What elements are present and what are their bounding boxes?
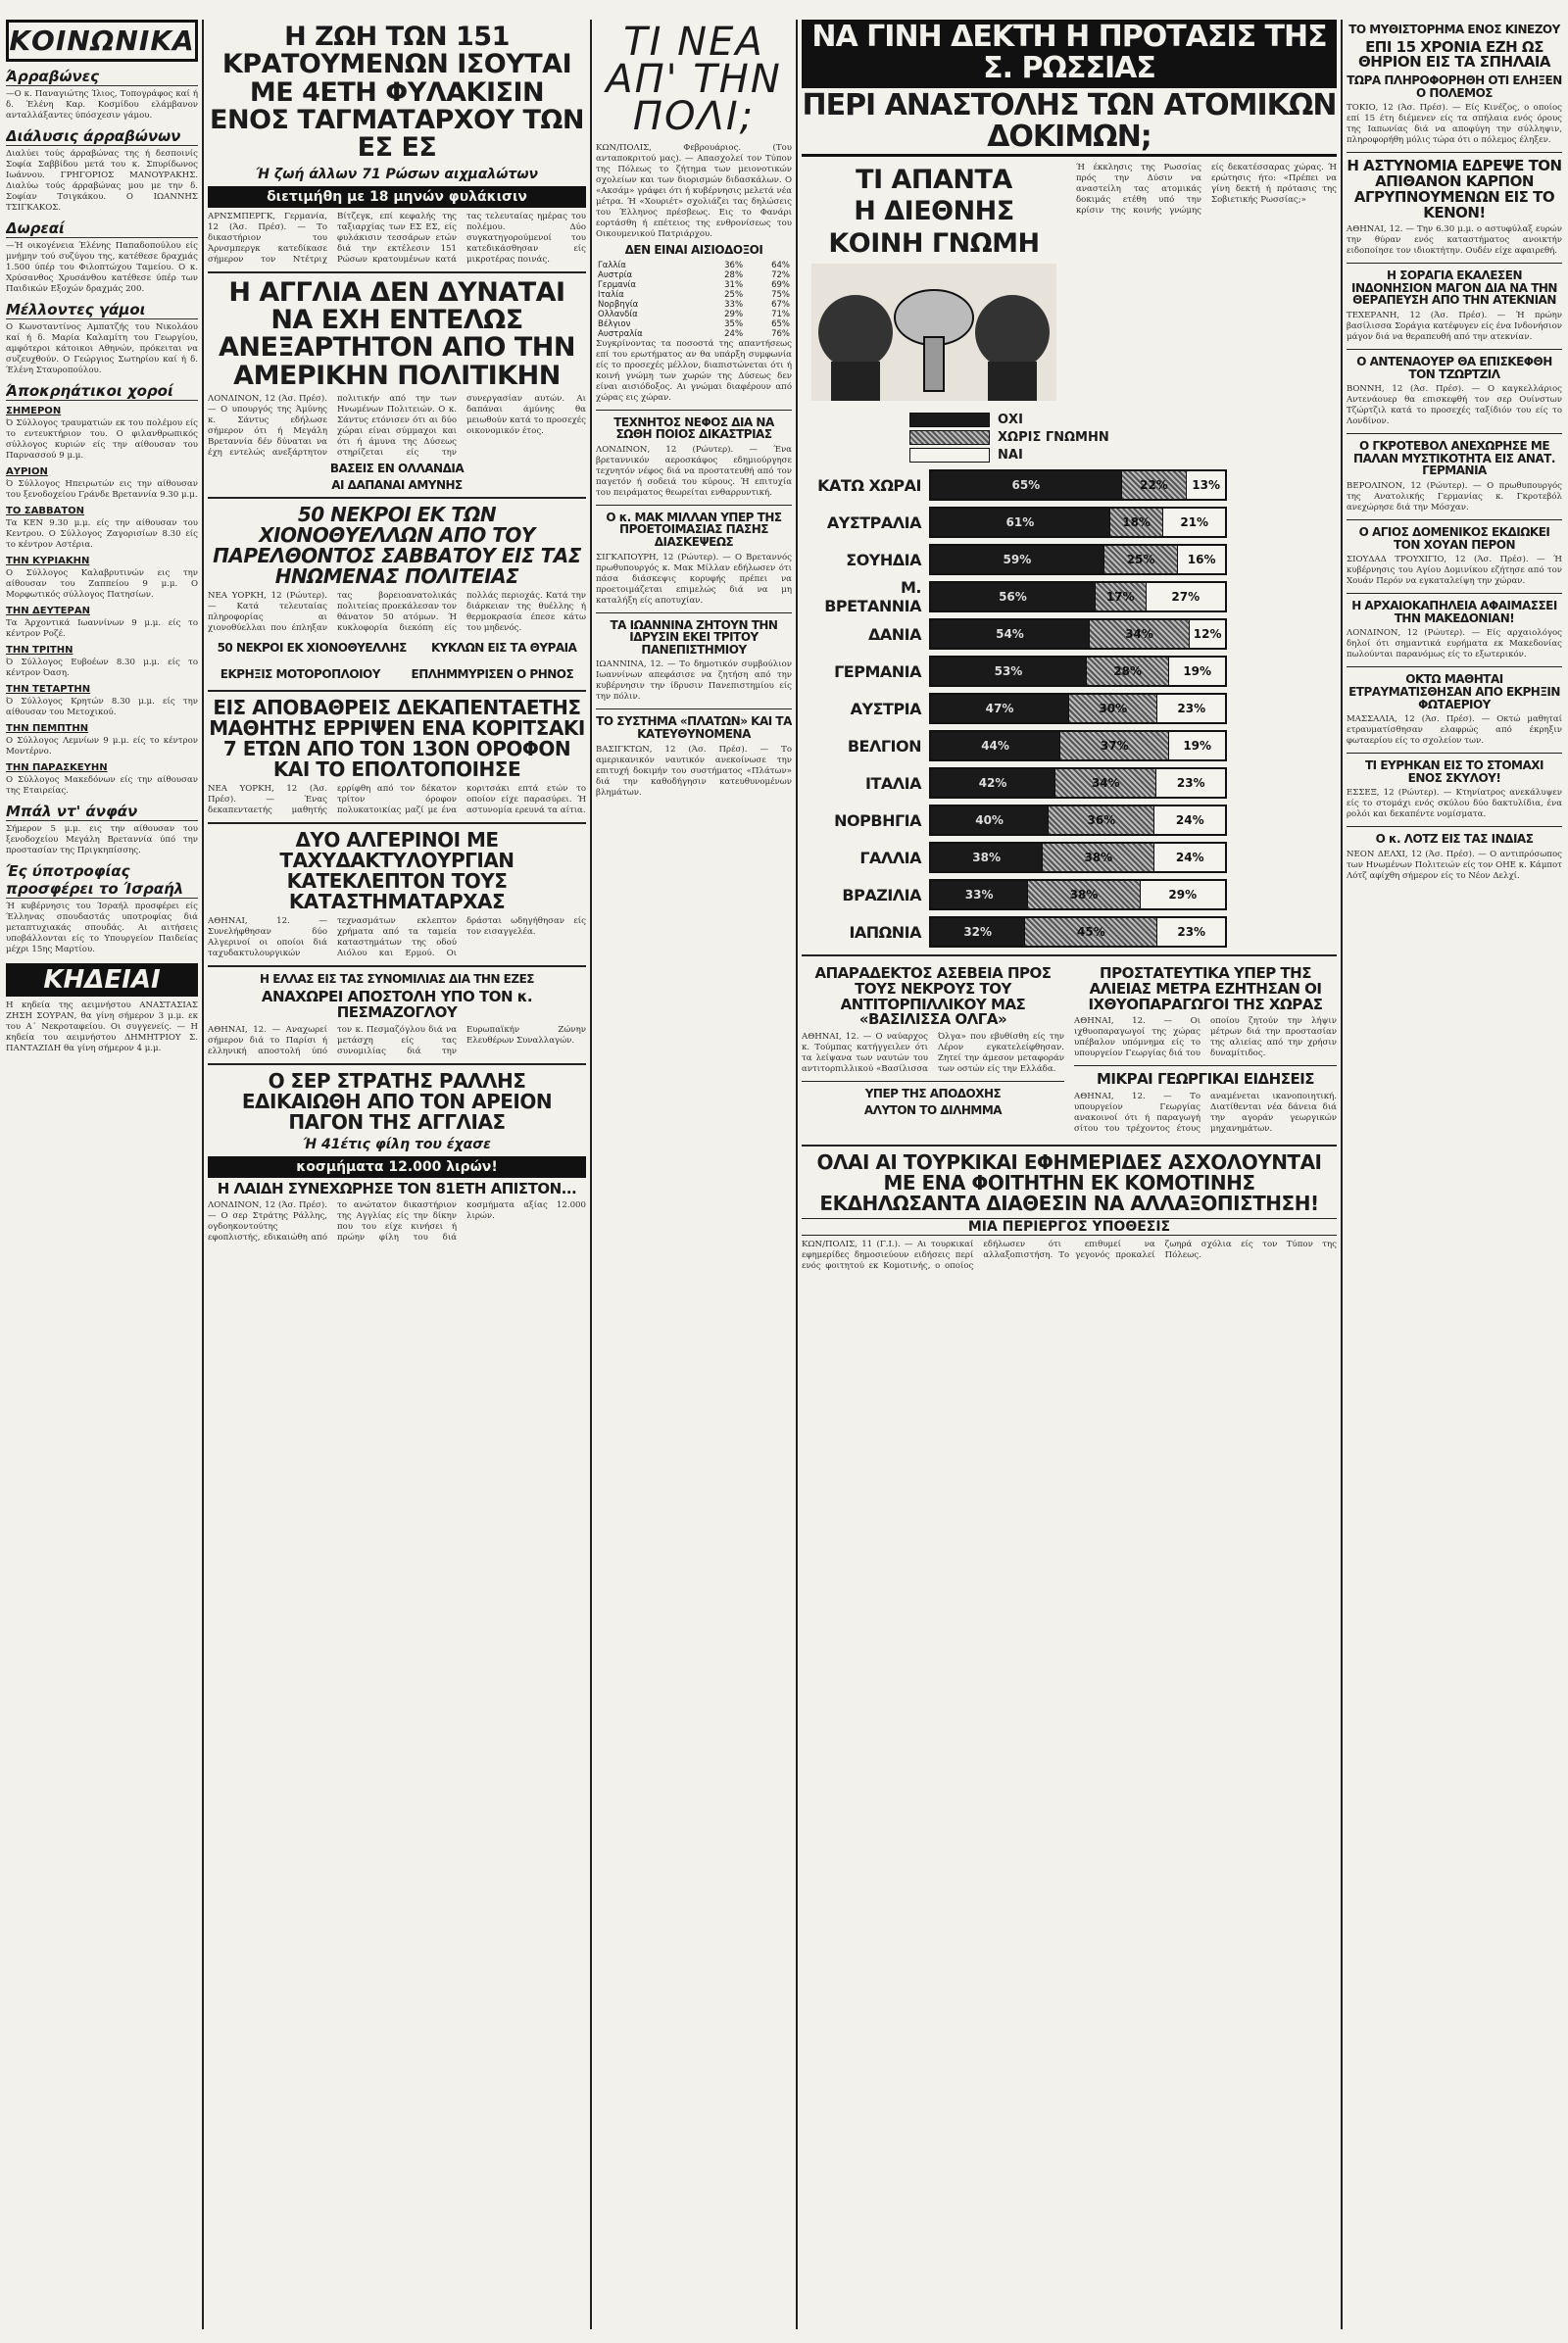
poll-table [596, 261, 792, 339]
chart-row [802, 804, 1337, 837]
lower-right [1074, 962, 1337, 1139]
chart-bar [929, 842, 1227, 873]
headline: ΤΑ ΙΩΑΝΝΙΝΑ ΖΗΤΟΥΝ ΤΗΝ ΙΔΡΥΣΙΝ ΕΚΕΙ ΤΡΙΤΟΥ ΠΑΝΕΠΙΣΤΗΜΙΟΥ [610, 617, 778, 657]
headline: ΤΟ ΣΥΣΤΗΜΑ «ΠΛΑΤΩΝ» ΚΑΙ ΤΑ ΚΑΤΕΥΘΥΝΟΜΕΝΑ [596, 714, 792, 741]
chart-bar [929, 805, 1227, 836]
article-rallis [208, 1068, 586, 1245]
bar-segment-no-opinion: 37% [1060, 732, 1169, 759]
bar-segment-yes: 29% [1141, 881, 1225, 908]
bar-segment-no: 47% [931, 695, 1069, 722]
bar-segment-yes: 23% [1157, 918, 1225, 946]
atomic-test-illustration [811, 264, 1056, 401]
bar-segment-no: 42% [931, 769, 1055, 797]
lead-headline-line-2: ΠΕΡΙ ΑΝΑΣΤΟΛΗΣ ΤΩΝ ΑΤΟΜΙΚΩΝ ΔΟΚΙΜΩΝ; [802, 88, 1337, 157]
childrens-ball-heading: Μπάλ ντ' άνφάν [6, 803, 198, 821]
brief-heading: ΚΥΚΛΩΝ ΕΙΣ ΤΑ ΘΥΡΑΙΑ [431, 641, 577, 656]
funerals-text: Η κηδεία της αειμνήστου ΑΝΑΣΤΑΣΙΑΣ ΖΗΣΗ ΣΟΥΡΑΝ, θα γίνη σήμερον 3 μ.μ. εκ του Α΄ Νεκροταφείου. Οι συγγενείς. — Η κηδεία του αειμνήστου ΔΗΜΗΤΡΙΟΥ Σ. ΠΑΝΤΑΖΙΔΗ θα γίνη σήμερον 4 μ.μ. [6, 1001, 198, 1053]
bar-segment-yes: 13% [1187, 471, 1225, 499]
poll-table-cell: 65% [771, 318, 790, 329]
poll-table-cell: 28% [724, 269, 744, 280]
lead-subhead-2: Η ΔΙΕΘΝΗΣ [854, 196, 1014, 227]
headline: Ο κ. ΜΑΚ ΜΙΛΛΑΝ ΥΠΕΡ ΤΗΣ ΠΡΟΕΤΟΙΜΑΣΙΑΣ ΠΑΣΗΣ ΔΙΑΣΚΕΨΕΩΣ [606, 510, 782, 549]
poll-table-cell: Γερμανία [598, 279, 636, 290]
carnival-days-list [6, 406, 198, 797]
article-student [208, 698, 586, 816]
bar-segment-yes: 16% [1178, 546, 1225, 573]
chart-bar [929, 879, 1227, 910]
divider [208, 822, 586, 824]
donations-heading: Δωρεαί [6, 220, 198, 238]
day-text: Τα Άρχοντικά Ιωαννίνων 9 μ.μ. είς το κέντρον Ροζέ. [6, 618, 198, 639]
chart-category-label: ΝΟΡΒΗΓΙΑ [834, 810, 921, 830]
bar-segment-yes: 24% [1154, 806, 1225, 834]
headline: ΑΝΑΧΩΡΕΙ ΑΠΟΣΤΟΛΗ ΥΠΟ ΤΟΝ κ. ΠΕΣΜΑΖΟΓΛΟΥ [261, 988, 533, 1021]
bar-segment-no-opinion: 36% [1049, 806, 1154, 834]
section-label: ΥΠΕΡ ΤΗΣ ΑΠΟΔΟΧΗΣ [864, 1087, 1002, 1101]
article-body: ΣΙΓΚΑΠΟΥΡΗ, 12 (Ρώυτερ). — Ο Βρεταννός πρωθυπουργός κ. Μακ Μίλλαν εδήλωσεν ότι πάσα διάσκεψις κορυφής πρέπει να προετοιμάζεται επιμελώς διά να μη καταλήξη είς αποτυχίαν. [596, 552, 792, 606]
news-column-3 [596, 20, 792, 2333]
divider [1347, 826, 1562, 827]
news-column-5 [1347, 20, 1562, 2333]
dissolution-text: Διαλύει τούς άρραβώνας της ή δεσποινίς Σοφία Σαββίδου μετά του κ. Σπυρίδωνος Ιωάννου. ΓΡΗΓΟΡΙΟΣ ΜΑΝΟΥΡΑΚΗΣ. Διαλύω τούς άρραβώνας μου με την δ. Σοφίαν Τσιγκάκου. Ο ΙΩΑΝΝΗΣ ΤΣΙΓΚΑΚΟΣ. [6, 149, 198, 213]
headline: ΠΡΟΣΤΑΤΕΥΤΙΚΑ ΥΠΕΡ ΤΗΣ ΑΛΙΕΙΑΣ ΜΕΤΡΑ ΕΖΗΤΗΣΑΝ ΟΙ ΙΧΘΥΟΠΑΡΑΓΩΓΟΙ ΤΗΣ ΧΩΡΑΣ [1088, 964, 1323, 1013]
article-body: ΑΘΗΝΑΙ, 12. — Συνελήφθησαν δύο Αλγερινοί οι οποίοι διά ταχυδακτυλουργικών τεχνασμάτων εκλεπτον χρήματα από τα ταμεία καταστημάτων της οδού Αιόλου και Ερμού. Οι δράσται ωδηγήθησαν είς τον εισαγγελέα. [208, 916, 586, 959]
divider [1347, 433, 1562, 434]
article-body: ΑΘΗΝΑΙ, 12. — Το υπουργείον Γεωργίας ανακοινοί ότι ή παραγωγή σίτου του τρέχοντος έτους αναμένεται ικανοποιητική. Διατίθενται νέα δάνεια διά την αγοράν γεωργικών μηχανημάτων. [1074, 1092, 1337, 1135]
headline: Η ΑΡΧΑΙΟΚΑΠΗΛΕΙΑ ΑΦΑΙΜΑΣΣΕΙ ΤΗΝ ΜΑΚΕΔΟΝΙΑΝ! [1351, 599, 1557, 625]
lower-lead-area [802, 962, 1337, 1139]
city-news-text: ΚΩΝ/ΠΟΛΙΣ, Φεβρουάριος. (Του ανταποκριτού μας). — Απασχολεί τον Τύπον της Πόλεως το ζήτημα των μειονοτικών σχολείων και των διορισμών διδασκάλων. Ο «Ακσάμ» γράφει ότι ή κυβέρνησις μελετά νέα μέτρα. Ή «Χουριέτ» σχολιάζει τας δηλώσεις του Έλληνος πρέσβεως. Εις το Φανάρι εορτάσθη ή επέτειος της ενθρονίσεως του Οικουμενικού Πατριάρχου. [596, 143, 792, 239]
news-column-2 [208, 20, 586, 2333]
bar-segment-no: 54% [931, 620, 1090, 648]
article-britain-policy [208, 276, 586, 492]
chart-category-label: ΑΥΣΤΡΑΛΙΑ [826, 513, 921, 532]
poll-table-cell: 69% [771, 279, 790, 290]
bar-segment-no-opinion: 28% [1087, 658, 1169, 685]
day-text: Ό Σύλλογος Ευβοέων 8.30 μ.μ. είς το κέντρον Όαση. [6, 658, 198, 678]
chart-row [802, 617, 1337, 651]
chart-category-label: ΙΤΑΛΙΑ [865, 773, 921, 793]
bar-segment-yes: 12% [1190, 620, 1225, 648]
lead-intro [802, 163, 1337, 407]
box-heading: ΒΑΣΕΙΣ ΕΝ ΟΛΛΑΝΔΙΑ [329, 462, 465, 476]
chart-bar [929, 544, 1227, 575]
column-rule [796, 20, 798, 2329]
bar-segment-no: 61% [931, 509, 1110, 536]
poll-table-cell: Ολλανδία [598, 309, 638, 319]
chart-category-label: ΔΑΝΙΑ [868, 624, 921, 644]
day-heading: ΤΟ ΣΑΒΒΑΤΟΝ [6, 506, 85, 516]
day-heading: ΤΗΝ ΚΥΡΙΑΚΗΝ [6, 556, 90, 566]
column-rule [590, 20, 592, 2329]
divider [802, 1145, 1337, 1147]
poll-table-cell: 29% [724, 309, 744, 319]
poll-table-cell: 36% [724, 260, 744, 270]
lead-headline-line-1: ΝΑ ΓΙΝΗ ΔΕΚΤΗ Η ΠΡΟΤΑΣΙΣ ΤΗΣ Σ. ΡΩΣΣΙΑΣ [802, 20, 1337, 88]
turkish-press-headline: ΟΛΑΙ ΑΙ ΤΟΥΡΚΙΚΑΙ ΕΦΗΜΕΡΙΔΕΣ ΑΣΧΟΛΟΥΝΤΑΙ ΜΕ ΕΝΑ ΦΟΙΤΗΤΗΝ ΕΚ ΚΟΜΟΤΙΝΗΣ ΕΚΔΗΛΩΣΑΝΤΑ ΔΙΑΘΕΣΙΝ ΝΑ ΑΛΛΑΞΟΠΙΣΤΗΣΗ! [816, 1150, 1322, 1216]
headline: ΑΠΑΡΑΔΕΚΤΟΣ ΑΣΕΒΕΙΑ ΠΡΟΣ ΤΟΥΣ ΝΕΚΡΟΥΣ ΤΟΥ ΑΝΤΙΤΟΡΠΙΛΛΙΚΟΥ ΜΑΣ «ΒΑΣΙΛΙΣΣΑ ΟΛΓΑ» [814, 964, 1052, 1029]
headline: 50 ΝΕΚΡΟΙ ΕΚ ΤΩΝ ΧΙΟΝΟΘΥΕΛΛΩΝ ΑΠΟ ΤΟΥ ΠΑΡΕΛΘΟΝΤΟΣ ΣΑΒΒΑΤΟΥ ΕΙΣ ΤΑΣ ΗΝΩΜΕΝΑΣ ΠΟΛΙΤΕΙΑΣ [213, 503, 581, 589]
chart-row [802, 915, 1337, 949]
poll-table-row [596, 300, 792, 310]
divider [596, 612, 792, 613]
legend-item-no-opinion [909, 430, 1337, 445]
article-body: ΝΕΑ ΥΟΡΚΗ, 12 (Ρώυτερ). — Κατά τελευταίας πληροφορίας αι χιονοθύελλαι που έπληξαν τας βορειοανατολικάς πολιτείας προεκάλεσαν τον θάνατον 50 ατόμων. Ή κυκλοφορία διεκόπη είς πολλάς περιοχάς. Κατά την διάρκειαν της θυέλλης ή θερμοκρασία έπεσε κάτω του μηδενός. [208, 591, 586, 634]
bar-segment-yes: 19% [1169, 658, 1225, 685]
article-body: ΝΕΟΝ ΔΕΛΧΙ, 12 (Άσ. Πρέσ). — Ο αντιπρόσωπος των Ηνωμένων Πολιτειών είς τον ΟΗΕ κ. Κάμποτ Λότζ αφίχθη σήμερον είς το Νέον Δελχί. [1347, 849, 1562, 881]
day-block [6, 723, 198, 757]
bar-segment-no-opinion: 45% [1025, 918, 1157, 946]
headline: Ο ΑΝΤΕΝΑΟΥΕΡ ΘΑ ΕΠΙΣΚΕΦΘΗ ΤΟΝ ΤΖΩΡΤΖΙΛ [1356, 355, 1552, 381]
day-block [6, 556, 198, 601]
day-heading: ΤΗΝ ΠΑΡΑΣΚΕΥΗΝ [6, 762, 108, 773]
society-column [6, 20, 198, 2333]
article-body: ΒΕΡΟΛΙΝΟΝ, 12 (Ρώυτερ). — Ο πρωθυπουργός της Ανατολικής Γερμανίας κ. Γκροτεβόλ ανεχώρησε διά την Μόσχαν. [1347, 481, 1562, 513]
article-body: ΛΟΝΔΙΝΟΝ, 12 (Άσ. Πρέσ). — Ο υπουργός της Άμύνης κ. Σάντυς εδήλωσε σήμερον ότι ή Μεγάλη Βρεταννία δέν δύναται να έχη εντελώς ανεξάρτητον πολιτικήν από την των Ηνωμένων Πολιτειών. Ο κ. Σάντυς ετόνισεν ότι αι δύο χώραι είναι σύμμαχοι και ότι ή άμυνα της Δύσεως στηρίζεται είς την συνεργασίαν αυτών. Αι δαπάναι άμύνης θα μειωθούν κατά το προσεχές οικονομικόν έτος. [208, 394, 586, 459]
brief-heading: 50 ΝΕΚΡΟΙ ΕΚ ΧΙΟΝΟΘΥΕΛΛΗΣ [217, 641, 407, 656]
bar-segment-no-opinion: 30% [1069, 695, 1157, 722]
article-body: ΣΙΟΥΔΑΔ ΤΡΟΥΧΙΓΙΟ, 12 (Άσ. Πρέσ). — Ή κυβέρνησις του Αγίου Δομινίκου εζήτησε από τον Χουάν Περόν να εγκαταλείψη την χώραν. [1347, 555, 1562, 587]
bar-segment-no-opinion: 25% [1104, 546, 1179, 573]
israel-scholarships-heading: Ές ύποτροφίας προσφέρει το Ίσραήλ [6, 862, 198, 899]
poll-table-row [596, 319, 792, 329]
legend-swatch [909, 430, 990, 445]
bar-segment-no: 32% [931, 918, 1025, 946]
day-text: Ο Σύλλογος Μακεδόνων είς την αίθουσαν της Εταιρείας. [6, 775, 198, 796]
lead-intro-left [802, 163, 1066, 407]
divider [1074, 1065, 1337, 1066]
chart-bar [929, 618, 1227, 650]
article-body: ΑΘΗΝΑΙ, 12. — Την 6.30 μ.μ. ο αστυφύλαξ ευρών την θύραν ενός καταστήματος ανοικτήν ειδοποίησε τον ιδιοκτήτην. Ουδέν είχε αφαιρεθή. [1347, 224, 1562, 257]
poll-table-cell: 75% [771, 289, 790, 300]
divider [208, 271, 586, 273]
lead-subhead-1: ΤΙ ΑΠΑΝΤΑ [856, 165, 1012, 195]
bar-segment-no-opinion: 38% [1043, 844, 1154, 871]
chart-category-label: ΑΥΣΤΡΙΑ [850, 699, 921, 718]
divider [208, 690, 586, 692]
bar-segment-no: 53% [931, 658, 1087, 685]
article-body: ΜΑΣΣΑΛΙΑ, 12 (Άσ. Πρέσ). — Οκτώ μαθηταί ετραυματίσθησαν ελαφρώς από έκρηξιν φωταερίου είς το σχολείον των. [1347, 714, 1562, 747]
chart-bar [929, 693, 1227, 724]
poll-table-cell: Ιταλία [598, 289, 624, 300]
chart-category-label: Μ. ΒΡΕΤΑΝΝΙΑ [824, 578, 921, 616]
brief-heading: ΕΠΛΗΜΜΥΡΙΣΕΝ Ο ΡΗΝΟΣ [411, 666, 574, 681]
lead-subhead-3: ΚΟΙΝΗ ΓΝΩΜΗ [828, 227, 1040, 259]
chart-row [802, 506, 1337, 539]
subheadline: ΕΠΙ 15 ΧΡΟΝΙΑ ΕΖΗ ΩΣ ΘΗΡΙΟΝ ΕΙΣ ΤΑ ΣΠΗΛΑΙΑ [1357, 37, 1551, 72]
day-heading: ΤΗΝ ΤΕΤΑΡΤΗΝ [6, 684, 91, 695]
day-block [6, 466, 198, 501]
carnival-dances-heading: Άποκρηάτικοι χοροί [6, 382, 198, 401]
legend-label: ΟΧΙ [998, 413, 1023, 428]
chart-row [802, 766, 1337, 800]
day-block [6, 406, 198, 462]
headline: Ο ΓΚΡΟΤΕΒΟΛ ΑΝΕΧΩΡΗΣΕ ΜΕ ΠΑΛΑΝ ΜΥΣΤΙΚΟΤΗΤΑ ΕΙΣ ΑΝΑΤ. ΓΕΡΜΑΝΙΑ [1353, 439, 1555, 478]
dissolution-heading: Διάλυσις άρραβώνων [6, 127, 198, 146]
chart-category-label: ΚΑΤΩ ΧΩΡΑΙ [817, 475, 921, 495]
divider [208, 497, 586, 499]
weddings-heading: Μέλλοντες γάμοι [6, 301, 198, 319]
column-rule [1341, 20, 1343, 2329]
article-body: ΑΡΝΣΜΠΕΡΓΚ, Γερμανία, 12 (Άσ. Πρέσ). — Το δικαστήριον του Άρνσμπεργκ κατεδίκασε σήμερον τον Ντέτριχ Βίτζεγκ, επί κεφαλής της ταξιαρχίας των ΕΣ ΕΣ, είς φυλάκισιν τεσσάρων ετών διά την εκτέλεσιν 151 Ρώσων κρατουμένων κατά τας τελευταίας ημέρας του πολέμου. Δύο συγκατηγορούμενοί του κατεδικάσθησαν είς μικροτέρας ποινάς. [208, 211, 586, 265]
poll-table-cell: Νορβηγία [598, 299, 639, 310]
poll-table-row [596, 270, 792, 280]
poll-table-row [596, 329, 792, 339]
poll-table-cell: Αυστραλία [598, 328, 643, 339]
city-news-kicker: ΤΙ ΝΕΑ ΑΠ' ΤΗΝ ΠΟΛΙ; [606, 20, 782, 139]
divider [596, 708, 792, 709]
day-text: Ό Σύλλογος Ηπειρωτών εις την αίθουσαν του ξενοδοχείου Γράνδε Βρεταννία 9.30 μ.μ. [6, 479, 198, 500]
divider [1347, 519, 1562, 520]
bar-segment-no: 38% [931, 844, 1043, 871]
day-heading: ΑΥΡΙΟΝ [6, 466, 48, 477]
poll-table-cell: 64% [771, 260, 790, 270]
article-body: ΒΑΣΙΓΚΤΩΝ, 12 (Άσ. Πρέσ). — Το αμερικανικόν ναυτικόν ανεκοίνωσε την επιτυχή δοκιμήν του συστήματος «Πλάτων» διά την καθοδήγησιν κατευθυνομένων βλημάτων. [596, 744, 792, 798]
poll-chart [802, 413, 1337, 949]
chart-bar [929, 469, 1227, 501]
headline: ΟΚΤΩ ΜΑΘΗΤΑΙ ΕΤΡΑΥΜΑΤΙΣΘΗΣΑΝ ΑΠΟ ΕΚΡΗΞΙΝ ΦΩΤΑΕΡΙΟΥ [1348, 672, 1560, 711]
day-heading: ΣΗΜΕΡΟΝ [6, 406, 62, 416]
subheadline: Ή ζωή άλλων 71 Ρώσων αιχμαλώτων [255, 166, 539, 182]
article-151-detainees [208, 24, 586, 266]
headline: Η ΖΩΗ ΤΩΝ 151 ΚΡΑΤΟΥΜΕΝΩΝ ΙΣΟΥΤΑΙ ΜΕ 4ΕΤΗ ΦΥΛΑΚΙΣΙΝ ΕΝΟΣ ΤΑΓΜΑΤΑΡΧΟΥ ΤΩΝ ΕΣ ΕΣ [210, 22, 584, 164]
poll-table-row [596, 261, 792, 270]
article-body: ΑΘΗΝΑΙ, 12. — Οι ιχθυοπαραγωγοί της χώρας υπέβαλον υπόμνημα είς το υπουργείον Γεωργίας διά του οποίου ζητούν την λήψιν μέτρων διά την προστασίαν της αλιείας από την χρήσιν δυναμίτιδος. [1074, 1016, 1337, 1059]
lead-headline [802, 20, 1337, 157]
article-body: ΒΟΝΝΗ, 12 (Άσ. Πρέσ). — Ο καγκελλάριος Αντενάουερ θα επισκεφθή τον σερ Ουίνστων Τζώρτζιλ κατά το προσεχές ταξίδιόν του είς το Λονδίνον. [1347, 384, 1562, 427]
bar-segment-yes: 23% [1156, 769, 1225, 797]
chart-category-label: ΓΑΛΛΙΑ [859, 848, 921, 867]
bar-segment-no: 59% [931, 546, 1104, 573]
article-efta [208, 973, 586, 1056]
headline: Ο ΑΓΙΟΣ ΔΟΜΕΝΙΚΟΣ ΕΚΔΙΩΚΕΙ ΤΟΝ ΧΟΥΑΝ ΠΕΡΟΝ [1358, 525, 1550, 552]
poll-table-cell: 67% [771, 299, 790, 310]
bar-segment-no-opinion: 34% [1055, 769, 1156, 797]
day-heading: ΤΗΝ ΠΕΜΠΤΗΝ [6, 723, 89, 734]
kicker: Η ΕΛΛΑΣ ΕΙΣ ΤΑΣ ΣΥΝΟΜΙΛΙΑΣ ΔΙΑ ΤΗΝ ΕΖΕΣ [260, 972, 534, 987]
subheadline: ΤΩΡΑ ΠΛΗΡΟΦΟΡΗΘΗ ΟΤΙ ΕΛΗΞΕΝ Ο ΠΟΛΕΜΟΣ [1347, 73, 1562, 100]
israel-scholarships-text: Ή κυβέρνησις του Ίσραήλ προσφέρει είς Έλληνας σπουδαστάς υποτροφίας διά μεταπτυχιακάς σπουδάς. Αι αιτήσεις υποβάλλονται είς το Υπουργείον Παιδείας μέχρι 15ης Μαρτίου. [6, 902, 198, 954]
day-block [6, 645, 198, 679]
bar-segment-no: 33% [931, 881, 1028, 908]
day-block [6, 684, 198, 718]
divider [208, 965, 586, 967]
lower-left [802, 962, 1064, 1139]
article-body: ΕΣΣΕΞ, 12 (Ρώυτερ). — Κτηνίατρος ανεκάλυψεν είς το στομάχι ενός σκύλου δύο δακτυλίδια, ένα ρολόι και δεκαπέντε νομίσματα. [1347, 788, 1562, 820]
poll-table-cell: 25% [724, 289, 744, 300]
bar-segment-no-opinion: 22% [1122, 471, 1188, 499]
chart-rows [802, 468, 1337, 949]
column-rule [202, 20, 204, 2329]
day-text: Ό Σύλλογος τραυματιών εκ του πολέμου είς το εντευκτήριον του. Ο φιλανθρωπικός σύλλογος κυριών είς την αίθουσαν του Παρνασσού 9 μ.μ. [6, 418, 198, 461]
bar-segment-no: 44% [931, 732, 1060, 759]
chart-row [802, 878, 1337, 911]
chart-row [802, 729, 1337, 762]
headline: ΤΟ ΜΥΘΙΣΤΟΡΗΜΑ ΕΝΟΣ ΚΙΝΕΖΟΥ [1348, 23, 1560, 36]
bar-segment-no-opinion: 38% [1028, 881, 1140, 908]
headline: ΤΙ ΕΥΡΗΚΑΝ ΕΙΣ ΤΟ ΣΤΟΜΑΧΙ ΕΝΟΣ ΣΚΥΛΟΥ! [1365, 758, 1544, 785]
headline: Ο ΣΕΡ ΣΤΡΑΤΗΣ ΡΑΛΛΗΣ ΕΔΙΚΑΙΩΘΗ ΑΠΟ ΤΟΝ ΑΡΕΙΟΝ ΠΑΓΟΝ ΤΗΣ ΑΓΓΛΙΑΣ [241, 1068, 553, 1134]
poll-text: Συγκρίνοντας τα ποσοστά της απαντήσεως επί του ερωτήματος αν θα υπάρξη συμφωνία είς το προσεχές μέλλον, διαπιστώνεται ότι ή κοινή γνώμη των χωρών της Δύσεως δεν είναι αισιόδοξος. Αι γνώμαι διαφέρουν από χώρας εις χώραν. [596, 338, 792, 403]
chart-row [802, 841, 1337, 874]
article-body: ΛΟΝΔΙΝΟΝ, 12 (Ρώυτερ). — Είς αρχαιολόγος δηλοί ότι σημαντικά ευρήματα εκ Μακεδονίας πωλούνται παρανόμως είς το εξωτερικόν. [1347, 628, 1562, 660]
poll-table-cell: Γαλλία [598, 260, 626, 270]
subheadline: Ή 41έτις φίλη του έχασε [303, 1136, 491, 1152]
legend-label: ΧΩΡΙΣ ΓΝΩΜΗΝ [998, 430, 1109, 446]
box-heading: ΑΙ ΔΑΠΑΝΑΙ ΑΜΥΝΗΣ [331, 477, 463, 492]
poll-table-row [596, 310, 792, 319]
headline: Ο κ. ΛΟΤΖ ΕΙΣ ΤΑΣ ΙΝΔΙΑΣ [1375, 832, 1534, 847]
headline: Η ΑΣΤΥΝΟΜΙΑ ΕΔΡΕΨΕ ΤΟΝ ΑΠΙΘΑΝΟΝ ΚΑΡΠΟΝ ΑΓΡΥΠΝΟΥΜΕΝΩΝ ΕΙΣ ΤΟ ΚΕΝΟΝ! [1347, 157, 1562, 221]
divider [1347, 349, 1562, 350]
day-block [6, 762, 198, 797]
funerals-masthead: ΚΗΔΕΙΑΙ [6, 963, 198, 997]
headline: ΔΥΟ ΑΛΓΕΡΙΝΟΙ ΜΕ ΤΑΧΥΔΑΚΤΥΛΟΥΡΓΙΑΝ ΚΑΤΕΚΛΕΠΤΟΝ ΤΟΥΣ ΚΑΤΑΣΤΗΜΑΤΑΡΧΑΣ [279, 828, 514, 914]
headline: ΕΙΣ ΑΠΟΒΑΘΡΕΙΣ ΔΕΚΑΠΕΝΤΑΕΤΗΣ ΜΑΘΗΤΗΣ ΕΡΡΙΨΕΝ ΕΝΑ ΚΟΡΙΤΣΑΚΙ 7 ΕΤΩΝ ΑΠΟ ΤΟΝ 13ΟΝ ΟΡΟΦΟΝ ΚΑΙ ΤΟ ΕΠΟΛΤΟΠΟΙΗΣΕ [209, 696, 585, 782]
subheadline-reversed: κοσμήματα 12.000 λιρών! [208, 1156, 586, 1178]
poll-table-cell: Βέλγιον [598, 318, 631, 329]
article-body: ΛΟΝΔΙΝΟΝ, 12 (Άσ. Πρέσ). — Ο σερ Στράτης Ράλλης, ογδοηκοντούτης εφοπλιστής, εδικαιώθη από το ανώτατον δικαστήριον της Αγγλίας είς την δίκην που του είχε κινήσει ή πρώην φίλη του διά κοσμήματα αξίας 12.000 λιρών. [208, 1200, 586, 1244]
poll-table-cell: 71% [771, 309, 790, 319]
chart-category-label: ΒΡΑΖΙΛΙΑ [842, 885, 921, 904]
divider [1347, 152, 1562, 153]
legend-item-yes [909, 448, 1337, 463]
day-text: Ο Σύλλογος Λεμνίων 9 μ.μ. είς το κέντρον Μοντέρνο. [6, 736, 198, 757]
lead-story-column [802, 20, 1337, 2333]
bar-segment-yes: 27% [1147, 583, 1225, 610]
day-text: Ό Σύλλογος Κρητών 8.30 μ.μ. είς την αίθουσαν του Μετοχικού. [6, 697, 198, 717]
article-body: ΛΟΝΔΙΝΟΝ, 12 (Ρώυτερ). — Ένα βρεταννικόν αεροσκάφος εδημιούργησε τεχνητόν νέφος διά να προστατευθή από τον παγετόν ή σοδειά του κύρους. Ή επιτυχία του πειράματος θεωρείται ενθαρρυντική. [596, 444, 792, 498]
poll-table-cell: 31% [724, 279, 744, 290]
childrens-ball-text: Σήμερον 5 μ.μ. εις την αίθουσαν του ξενοδοχείου Μεγάλη Βρεταννία ύπό την προστασίαν της Πριγκηπίσσης. [6, 824, 198, 855]
engagements-text: —Ο κ. Παναγιώτης Ίλιος, Τοπογράφος καί ή δ. Έλένη Καρ. Κοσμίδου ελάμβανον ανταλλάξαντες ύπόσχεσιν γάμου. [6, 89, 198, 121]
divider [1347, 753, 1562, 754]
divider [1347, 666, 1562, 667]
legend-item-no [909, 413, 1337, 427]
divider [802, 954, 1337, 956]
headline: Η ΣΟΡΑΓΙΑ ΕΚΑΛΕΣΕΝ ΙΝΔΟΝΗΣΙΟΝ ΜΑΓΟΝ ΔΙΑ ΝΑ ΤΗΝ ΘΕΡΑΠΕΥΣΗ ΑΠΟ ΤΗΝ ΑΤΕΚΝΙΑΝ [1351, 268, 1557, 308]
chart-row [802, 578, 1337, 616]
article-body: ΙΩΑΝΝΙΝΑ, 12. — Το δημοτικόν συμβούλιον Ιωαννίνων απεφάσισε να ζητήση από την κυβέρνησιν την ίδρυσιν Πανεπιστημίου είς την πόλιν. [596, 659, 792, 703]
article-algerians [208, 830, 586, 959]
chart-legend [909, 413, 1337, 463]
divider [596, 505, 792, 506]
poll-table-cell: Αυστρία [598, 269, 633, 280]
chart-bar [929, 581, 1227, 612]
divider [596, 410, 792, 411]
bar-segment-no-opinion: 17% [1096, 583, 1147, 610]
brief-heading: ΕΚΡΗΞΙΣ ΜΟΤΟΡΟΠΛΟΙΟΥ [220, 666, 380, 681]
chart-category-label: ΓΕΡΜΑΝΙΑ [834, 661, 921, 681]
lead-intro-text: Ή έκκλησις της Ρωσσίας πρός την Δύσιν να αναστείλη τας ατομικάς δοκιμάς ετέθη υπό την κρίσιν της κοινής γνώμης είς δεκατέσσαρας χώρας. Ή ερώτησις ήτο: «Πρέπει να γίνη δεκτή ή πρότασις της Σοβιετικής Ρωσσίας;» [1076, 163, 1337, 216]
day-block [6, 506, 198, 551]
bar-segment-yes: 24% [1154, 844, 1225, 871]
divider [1347, 593, 1562, 594]
chart-row [802, 692, 1337, 725]
chart-bar [929, 507, 1227, 538]
article-body: ΤΕΧΕΡΑΝΗ, 12 (Άσ. Πρέσ). — Ή πρώην βασίλισσα Σοράγια κατέφυγεν είς ένα Ινδονήσιον μάγον διά να θεραπευθή από την ατεκνίαν. [1347, 311, 1562, 343]
poll-table-cell: 35% [724, 318, 744, 329]
headline: ΤΕΧΝΗΤΟΣ ΝΕΦΟΣ ΔΙΑ ΝΑ ΣΩΘΗ ΠΟΙΟΣ ΔΙΚΑΣΤΡΙΑΣ [613, 415, 774, 442]
donations-text: —Ή οικογένεια Έλένης Παπαδοπούλου είς μνήμην τού συζύγου της, κατέθεσε δραχμάς 1.500 ύπέρ του Φιλοπτώχου Ταμείου. Ο κ. Χρύσανθος Χρυσάνθου κατέθεσε ύπέρ των Παιδικών Εξοχών δραχμάς 200. [6, 241, 198, 294]
poll-table-heading: ΔΕΝ ΕΙΝΑΙ ΑΙΣΙΟΔΟΞΟΙ [624, 243, 763, 257]
weddings-text: Ο Κωνσταντίνος Αμπατζής του Νικολάου καί ή δ. Μαρία Καλαμίτη του Γεωργίου, αμφότεροι κάτοικοι Αθηνών, πρόκειται να συζευχθούν. Ο Γεώργιος Σωτηρίου καί ή δ. Έλένη Σταυροπούλου. [6, 322, 198, 375]
day-text: Τα ΚΕΝ 9.30 μ.μ. είς την αίθουσαν του Κεντρου. Ο Σύλλογος Ζαγορισίων 8.30 είς το κέντρον Αστέρια. [6, 518, 198, 550]
brief-headings [208, 638, 586, 684]
chart-bar [929, 767, 1227, 799]
divider [1347, 263, 1562, 264]
legend-swatch [909, 448, 990, 463]
poll-table-cell: 76% [771, 328, 790, 339]
subheadline: Η ΛΑΙΔΗ ΣΥΝΕΧΩΡΗΣΕ ΤΟΝ 81ΕΤΗ ΑΠΙΣΤΟΝ... [217, 1179, 577, 1197]
turkish-press-body: ΚΩΝ/ΠΟΛΙΣ, 11 (Γ.Ι.). — Αι τουρκικαί εφημερίδες δημοσιεύουν ειδήσεις περί ενός φοιτητού εκ Κομοτινής, ο οποίος εδήλωσεν ότι επιθυμεί να αλλαξοπιστήση. Το γεγονός προκαλεί ζωηρά σχόλια είς τον Τύπον της Πόλεως. [802, 1240, 1337, 1272]
chart-category-label: ΙΑΠΩΝΙΑ [849, 922, 921, 942]
chart-row [802, 468, 1337, 502]
legend-swatch [909, 413, 990, 427]
chart-bar [929, 916, 1227, 948]
article-body: ΑΘΗΝΑΙ, 12. — Ο ναύαρχος κ. Τούμπας κατήγγειλεν ότι τα λείψανα των ναυτών του αντιτορπιλλικού «Βασίλισσα Όλγα» που εβυθίσθη είς την Λέρον εγκατελείφθησαν. Ζητεί την άμεσον μεταφοράν των οστών είς την Ελλάδα. [802, 1032, 1064, 1075]
article-snowstorms [208, 505, 586, 684]
day-heading: ΤΗΝ ΔΕΥΤΕΡΑΝ [6, 606, 90, 616]
legend-label: ΝΑΙ [998, 448, 1023, 464]
bar-segment-no-opinion: 18% [1110, 509, 1164, 536]
subheadline-reversed: διετιμήθη με 18 μηνών φυλάκισιν [208, 186, 586, 208]
chart-row [802, 655, 1337, 688]
bar-segment-yes: 23% [1157, 695, 1225, 722]
day-block [6, 606, 198, 640]
bar-segment-yes: 19% [1169, 732, 1225, 759]
day-heading: ΤΗΝ ΤΡΙΤΗΝ [6, 645, 74, 656]
chart-category-label: ΒΕΛΓΙΟΝ [847, 736, 921, 756]
headline: ΜΙΚΡΑΙ ΓΕΩΡΓΙΚΑΙ ΕΙΔΗΣΕΙΣ [1096, 1070, 1315, 1089]
article-body: ΝΕΑ ΥΟΡΚΗ, 12 (Άσ. Πρέσ). — Ένας δεκαπενταετής μαθητής ερρίφθη από τον δέκατον τρίτον όροφον πολυκατοικίας μαζί με ένα κοριτσάκι επτά ετών το οποίον είχε παρασύρει. Ή αστυνομία ερευνά τα αίτια. [208, 784, 586, 816]
article-body: ΑΘΗΝΑΙ, 12. — Αναχωρεί σήμερον διά το Παρίσι ή ελληνική αποστολή ύπό τον κ. Πεσμαζόγλου διά να μετάσχη είς τας συνομιλίας διά την Ευρωπαϊκήν Ζώνην Ελευθέρων Συναλλαγών. [208, 1024, 586, 1056]
chart-category-label: ΣΟΥΗΔΙΑ [846, 550, 921, 569]
bar-segment-yes: 21% [1163, 509, 1225, 536]
divider [802, 1081, 1064, 1082]
chart-bar [929, 730, 1227, 761]
engagements-heading: Άρραβώνες [6, 68, 198, 86]
section-label: ΑΛΥΤΟΝ ΤΟ ΔΙΛΗΜΜΑ [863, 1102, 1003, 1117]
poll-table-cell: 24% [724, 328, 744, 339]
turkish-press-subhead: ΜΙΑ ΠΕΡΙΕΡΓΟΣ ΥΠΟΘΕΣΙΣ [802, 1218, 1337, 1236]
chart-bar [929, 656, 1227, 687]
chart-row [802, 543, 1337, 576]
bar-segment-no: 40% [931, 806, 1049, 834]
article-body: ΤΟΚΙΟ, 12 (Άσ. Πρέσ). — Είς Κινέζος, ο οποίος επί 15 έτη διέμενεν είς τα σπήλαια ενός όρους της Ιαπωνίας διά να αποφύγη την σύλληψιν, πληροφορήθη μόλις τώρα ότι ο πόλεμος έληξεν. [1347, 103, 1562, 146]
poll-table-row [596, 280, 792, 290]
society-masthead: ΚΟΙΝΩΝΙΚΑ [6, 20, 198, 62]
poll-table-row [596, 290, 792, 300]
bar-segment-no: 65% [931, 471, 1122, 499]
bar-segment-no: 56% [931, 583, 1096, 610]
poll-table-cell: 33% [724, 299, 744, 310]
bar-segment-no-opinion: 34% [1090, 620, 1190, 648]
headline: Η ΑΓΓΛΙΑ ΔΕΝ ΔΥΝΑΤΑΙ ΝΑ ΕΧΗ ΕΝΤΕΛΩΣ ΑΝΕΞΑΡΤΗΤΟΝ ΑΠΟ ΤΗΝ ΑΜΕΡΙΚΗΝ ΠΟΛΙΤΙΚΗΝ [218, 276, 576, 391]
poll-table-cell: 72% [771, 269, 790, 280]
divider [208, 1063, 586, 1065]
day-text: Ο Σύλλογος Καλαβρυτινών εις την αίθουσαν του Ζαππείου 9 μ.μ. Ο Μορφωτικός σύλλογος Πατησίων. [6, 568, 198, 600]
